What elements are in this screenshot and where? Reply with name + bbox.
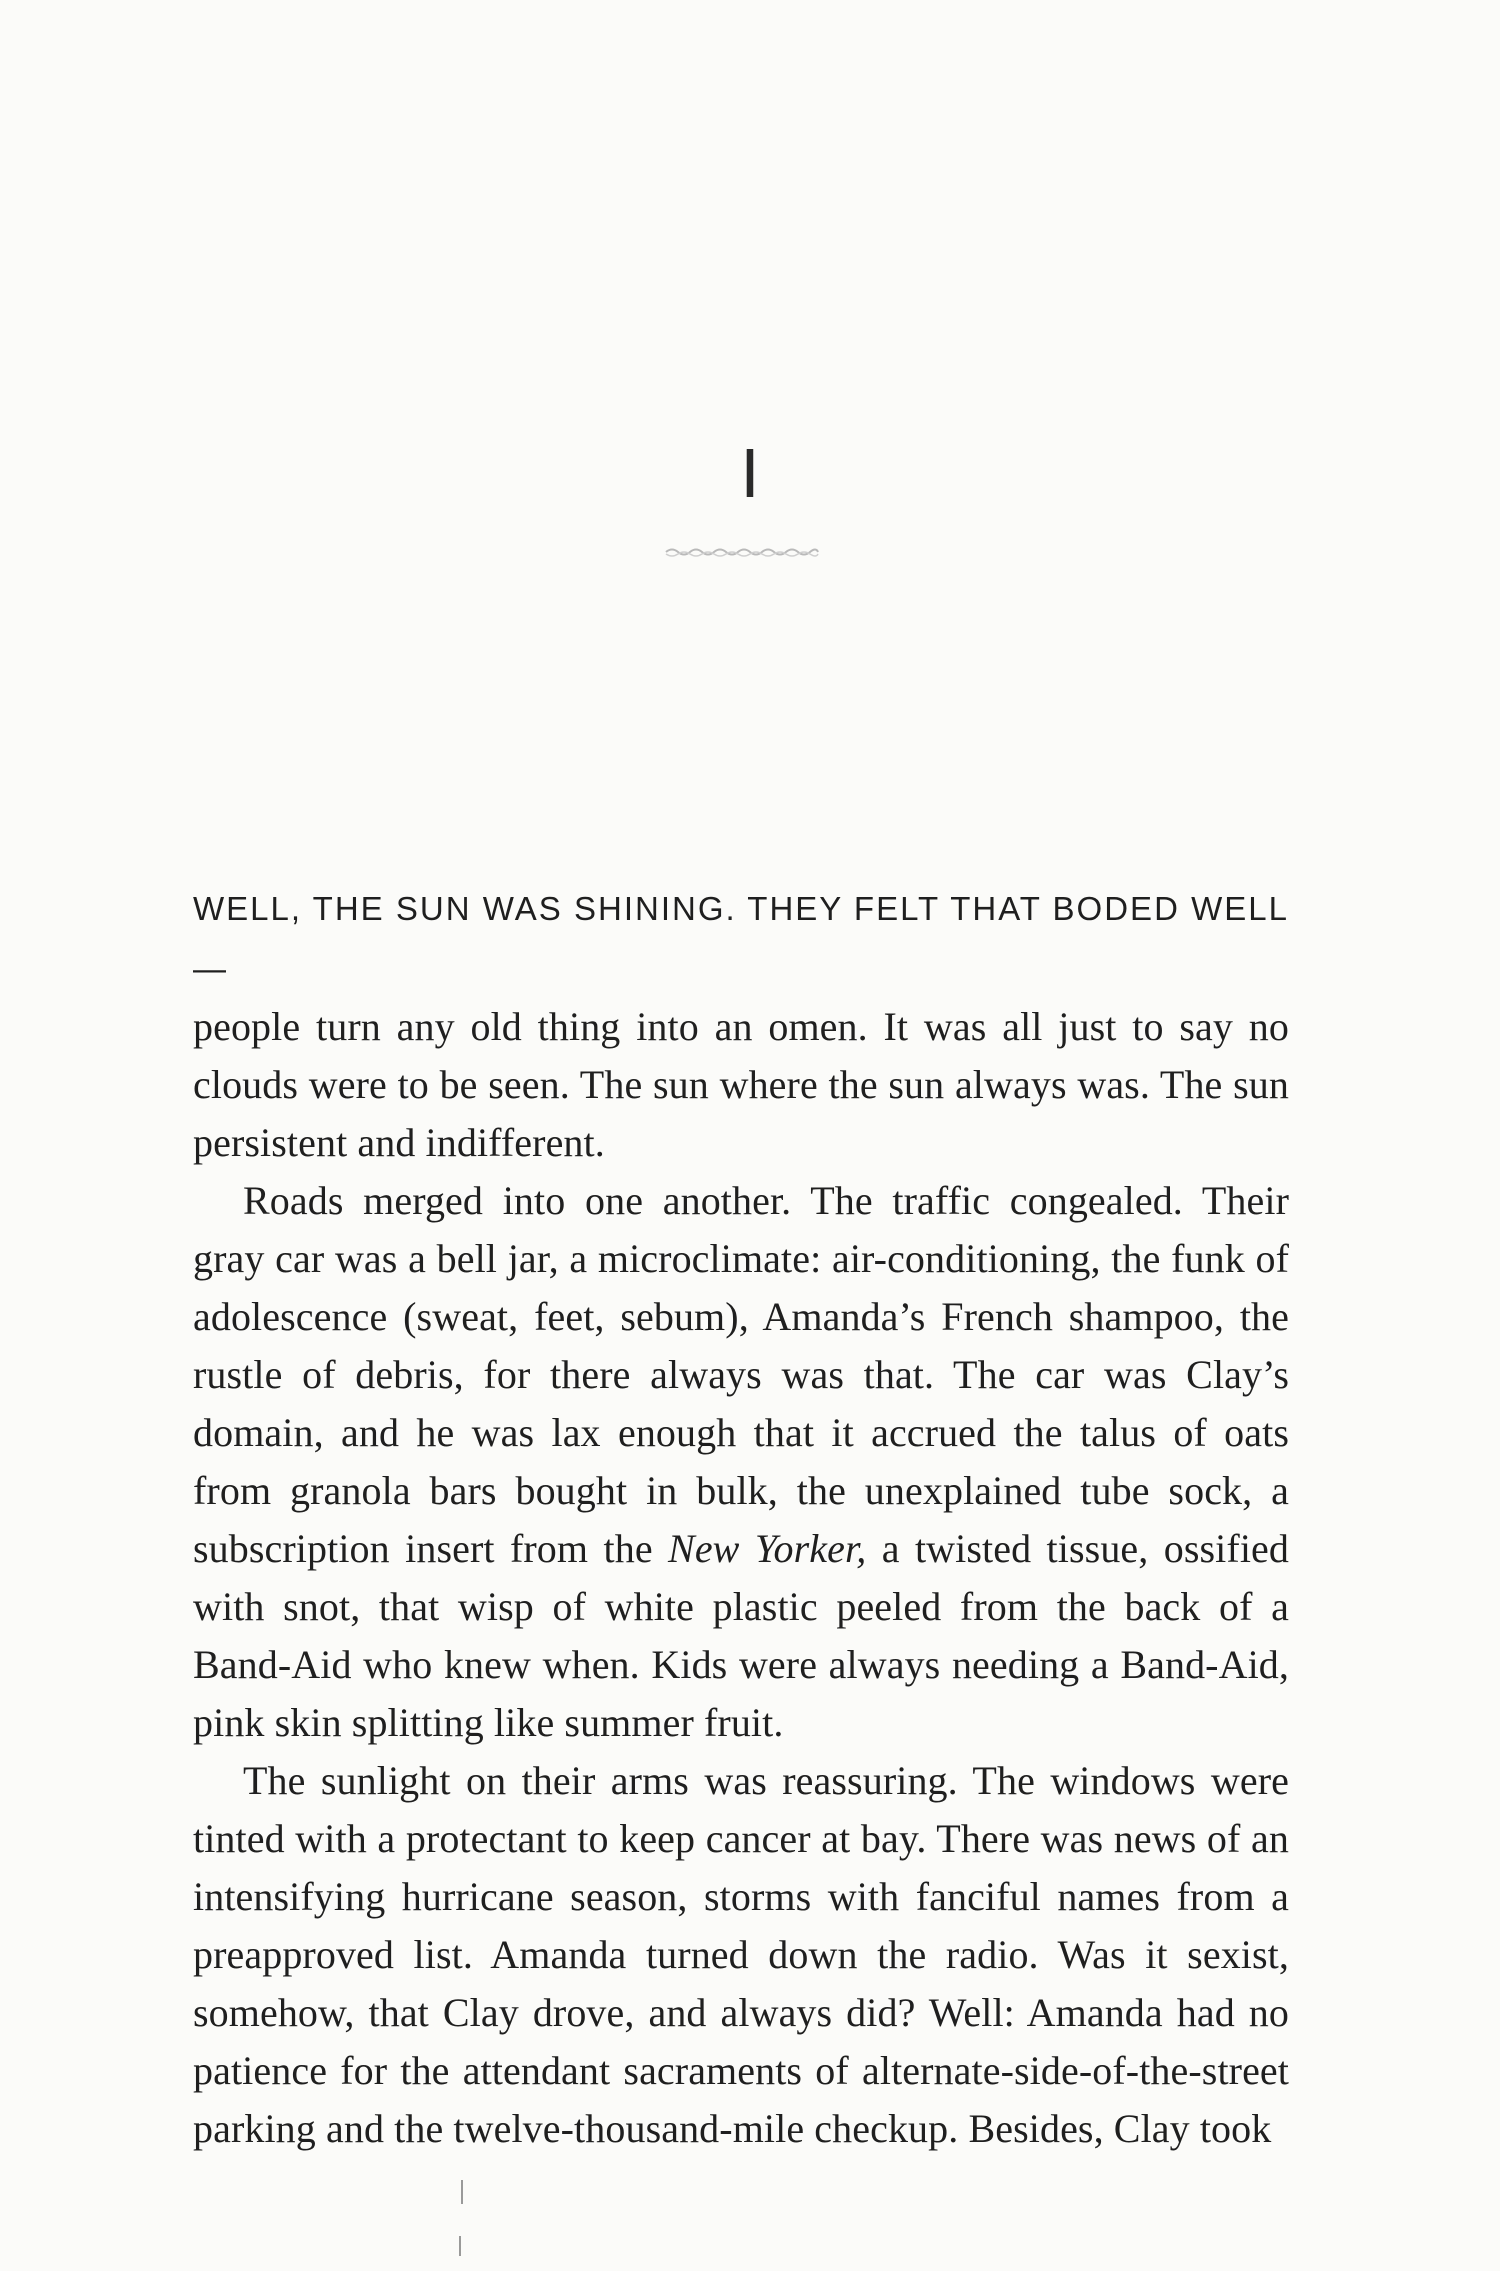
body-text [193, 878, 1289, 2158]
publication-title: New Yorker, [668, 1526, 867, 1571]
chapter-number: I [740, 434, 760, 512]
paragraph-2-text-before: Roads merged into one another. The traffic congealed. Their gray car was a bell jar, a microclimate: air-conditioning, the funk of adolescence (sweat, feet, sebum), Amanda’s French shampoo, the rustle of debris, for there always was that. The car was Clay’s domain, and he was lax enough that it accrued the talus of oats from granola bars bought in bulk, the unexplained tube sock, a subscription insert from the [193, 1178, 1289, 1571]
scan-speck [459, 2236, 461, 2256]
paragraph-2-text-after: a twisted tissue, ossified with snot, that wisp of white plastic peeled from the back of a Band-Aid who knew when. Kids were always needing a Band-Aid, pink skin splitting like summer fruit. [193, 1526, 1289, 1745]
paragraph-1-text: people turn any old thing into an omen. It was all just to say no clouds were to be seen. The sun where the sun always was. The sun persistent and indifferent. [193, 1004, 1289, 1165]
paragraph-3 [193, 1752, 1289, 2158]
chapter-lead-in: WELL, THE SUN WAS SHINING. THEY FELT THAT BODED WELL— [193, 890, 1289, 987]
paragraph-3-text: The sunlight on their arms was reassuring. The windows were tinted with a protectant to keep cancer at bay. There was news of an intensifying hurricane season, storms with fanciful names from a preapproved list. Amanda turned down the radio. Was it sexist, somehow, that Clay drove, and always did? Well: Amanda had no patience for the attendant sacraments of alternate-side-of-the-street parking and the twelve-thousand-mile checkup. Besides, Clay took [193, 1758, 1289, 2151]
paragraph-2 [193, 1172, 1289, 1752]
paragraph-1 [193, 878, 1289, 1172]
scan-speck [461, 2180, 463, 2204]
chapter-ornament-icon [664, 545, 820, 559]
